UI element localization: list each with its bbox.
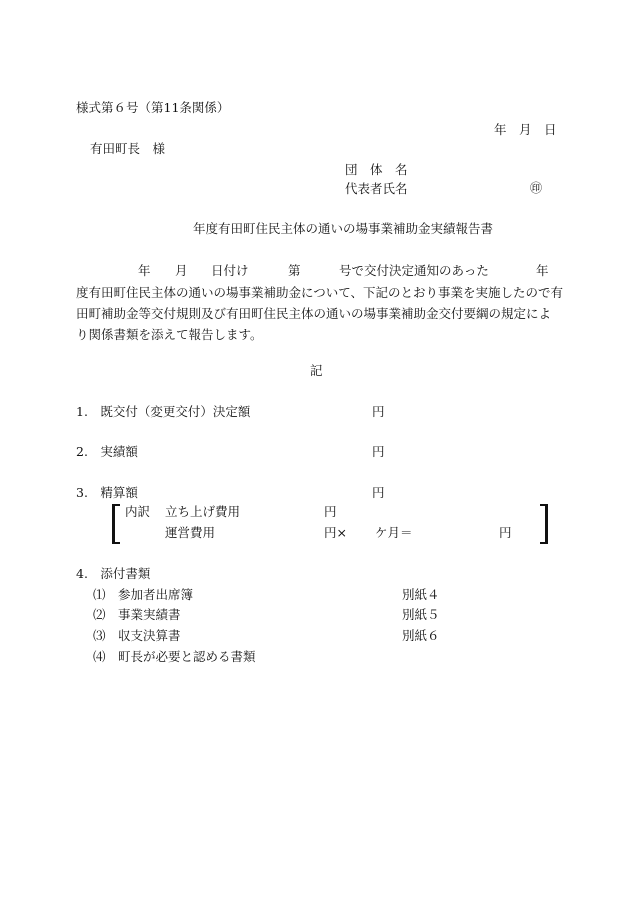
attachment-4-num: ⑷ [93,649,106,664]
form-number: 様式第６号（第11条関係） [76,100,230,115]
date-line: 年 月 日 [494,122,557,137]
breakdown-row2-months: ケ月＝ [375,525,413,540]
body-dai: 第 [288,263,301,278]
attachments-heading: 4. 添付書類 [76,566,151,581]
group-name-label: 団 体 名 [345,162,408,177]
attachment-3-label: 収支決算書 [118,628,181,643]
breakdown-row2-total: 円 [499,525,512,540]
attachment-2-ref: 別紙５ [402,607,440,622]
attachment-3-ref: 別紙６ [402,628,440,643]
body-day-issued: 日付け [211,263,249,278]
attachment-3-num: ⑶ [93,628,106,643]
breakdown-row2-unit: 円× [324,525,347,540]
item-2-label: 2. 実績額 [76,444,138,459]
breakdown-row1-label: 立ち上げ費用 [165,504,241,519]
representative-label: 代表者氏名 [345,181,408,196]
body-line-3: 田町補助金等交付規則及び有田町住民主体の通いの場事業補助金交付要綱の規定によ [76,306,552,321]
body-line-4: り関係書類を添えて報告します。 [76,327,263,342]
attachment-2-label: 事業実績書 [118,607,181,622]
attachment-1-label: 参加者出席簿 [118,587,194,602]
seal-icon: ㊞ [530,181,543,195]
right-bracket [540,504,548,544]
attachment-1-ref: 別紙４ [402,587,440,602]
body-paragraph [76,282,564,345]
attachment-1-num: ⑴ [93,587,106,602]
item-3-unit: 円 [372,485,385,500]
addressee: 有田町長 様 [90,141,166,156]
body-year-end: 年 [536,263,549,278]
left-bracket [112,504,120,544]
body-year: 年 [138,263,151,278]
document-title: 年度有田町住民主体の通いの場事業補助金実績報告書 [193,221,494,236]
ki-mark: 記 [310,363,323,378]
item-2-unit: 円 [372,444,385,459]
breakdown-row1-unit: 円 [324,504,337,519]
breakdown-row2-label: 運営費用 [165,525,216,540]
body-line-2: 度有田町住民主体の通いの場事業補助金について、下記のとおり事業を実施したので有 [76,285,564,300]
attachment-4-label: 町長が必要と認める書類 [118,649,256,664]
body-month: 月 [175,263,188,278]
item-1-label: 1. 既交付（変更交付）決定額 [76,404,251,419]
item-1-unit: 円 [372,404,385,419]
body-notice: 号で交付決定通知のあった [339,263,489,278]
breakdown-prefix: 内訳 [125,504,151,519]
item-3-label: 3. 精算額 [76,485,138,500]
attachment-2-num: ⑵ [93,607,106,622]
